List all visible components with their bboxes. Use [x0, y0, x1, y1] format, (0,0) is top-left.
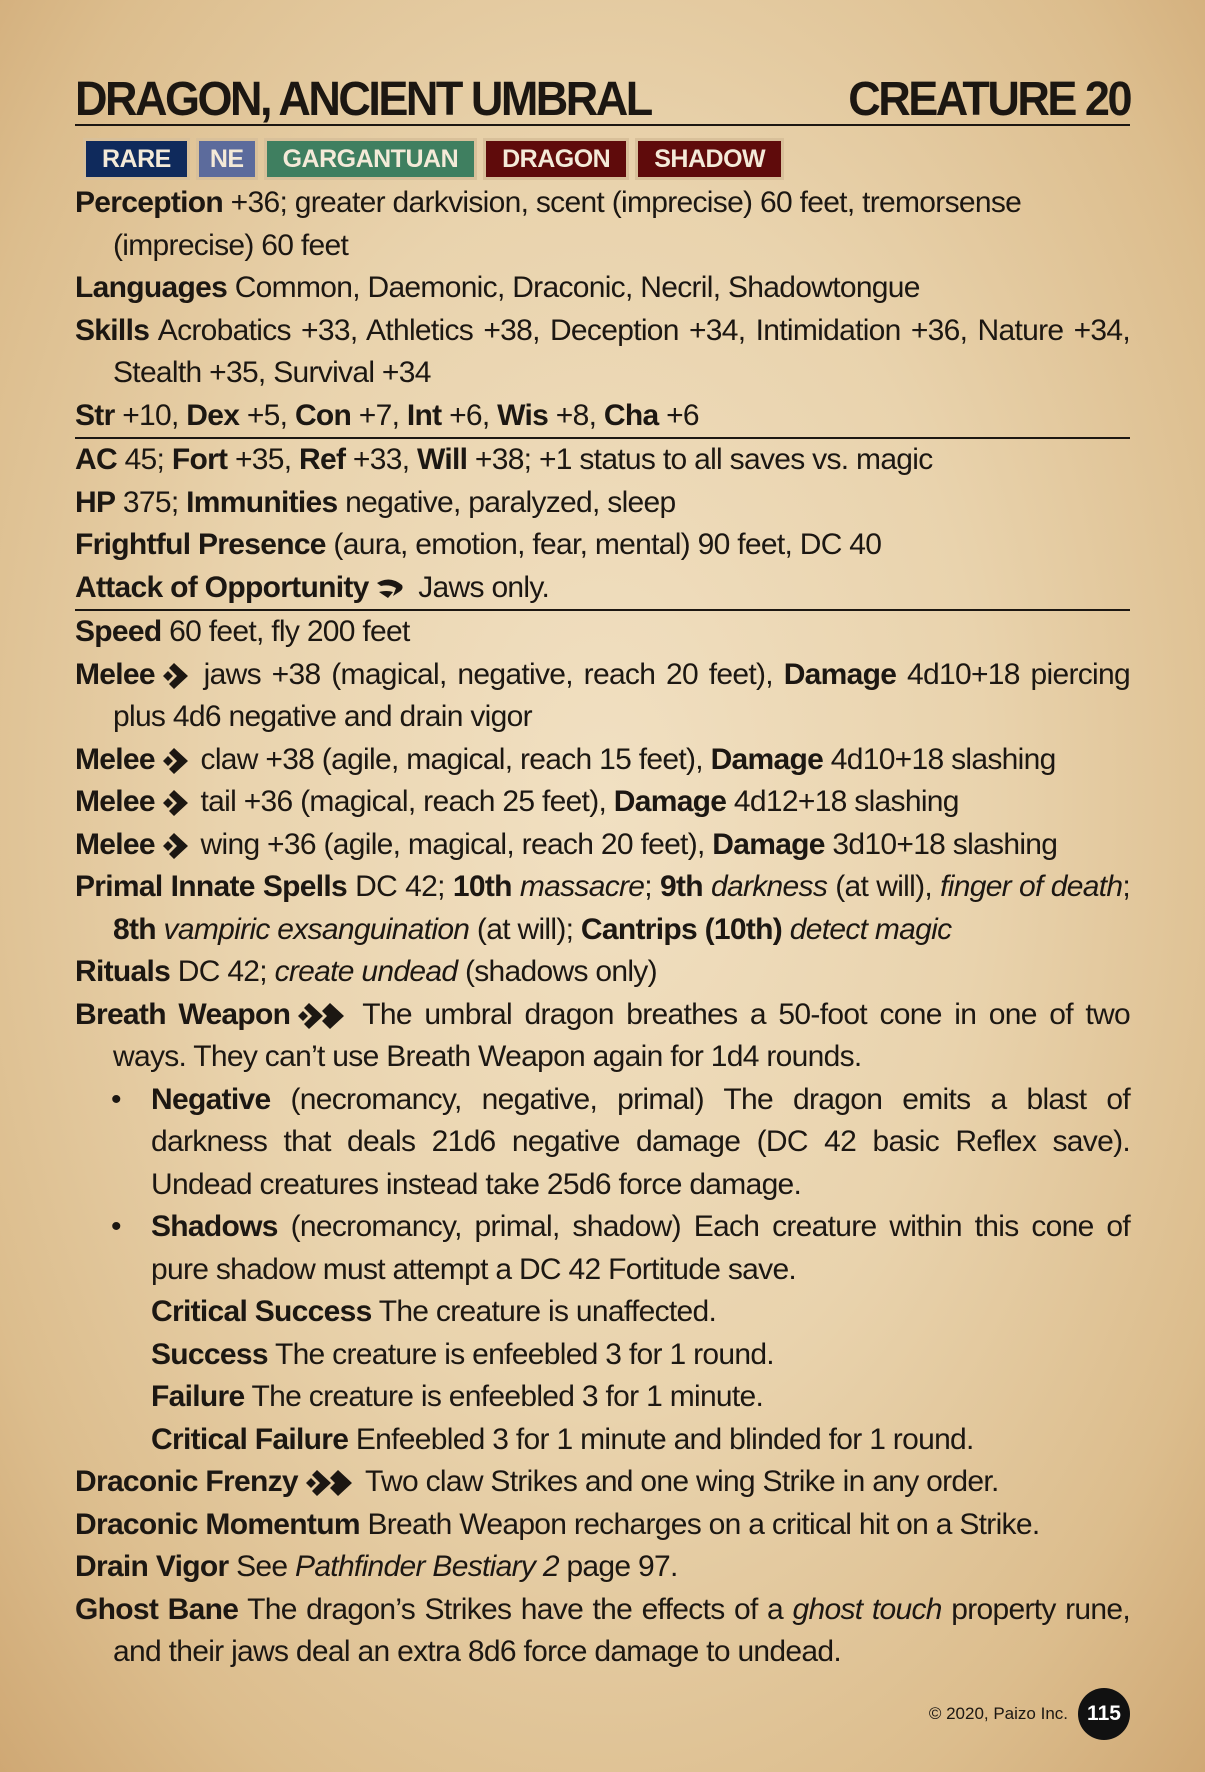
dex-label: Dex [186, 398, 240, 432]
will-label: Will [416, 443, 468, 476]
drain-vigor-line [75, 1546, 1130, 1589]
innate-spells-line [75, 866, 1130, 951]
outcome-critical-failure [75, 1419, 1130, 1462]
spell-darkness: darkness [711, 870, 828, 903]
outcome-label: Failure [151, 1380, 245, 1413]
draconic-momentum-line [75, 1504, 1130, 1547]
melee-jaws-line [75, 654, 1130, 739]
rune-ghost-touch: ghost touch [792, 1592, 942, 1626]
ritual-create-undead: create undead [274, 955, 458, 988]
single-action-icon [159, 662, 189, 690]
spell-detect-magic: detect magic [789, 912, 952, 946]
int-value: +6, [441, 398, 498, 432]
hp-line [75, 482, 1130, 525]
cha-value: +6 [658, 398, 699, 432]
languages-label: Languages [75, 271, 228, 304]
melee-label: Melee [75, 785, 155, 818]
speed-label: Speed [75, 615, 162, 648]
saves-line [75, 437, 1130, 482]
two-action-icon [294, 1002, 346, 1030]
damage-label: Damage [712, 827, 825, 861]
separator: ; [1122, 870, 1130, 903]
stat-block [75, 70, 1130, 1674]
ghost-bane-line [75, 1589, 1130, 1674]
draconic-frenzy-line [75, 1461, 1130, 1504]
separator: ; [644, 870, 660, 903]
negative-text: (necromancy, negative, primal) The dragon emits a blast of darkness that deals 21d6 negative damage (DC 42 basic Reflex save). Undead creatures instead take 25d6 force damage. [151, 1082, 1130, 1201]
outcome-text: The creature is unaffected. [371, 1295, 717, 1328]
ghost-bane-pre: The dragon’s Strikes have the effects of a [238, 1592, 793, 1626]
ref-value: +33, [345, 443, 417, 476]
skills-line [75, 310, 1130, 395]
spell-note: (at will); [469, 912, 581, 946]
melee-attack: tail +36 (magical, reach 25 feet), [192, 785, 614, 818]
outcome-label: Critical Failure [151, 1422, 349, 1456]
spell-note: (at will), [827, 870, 941, 903]
melee-damage: 4d10+18 slashing [823, 742, 1056, 776]
rank-8-label: 8th [113, 912, 156, 946]
damage-label: Damage [613, 785, 727, 818]
wis-value: +8, [548, 398, 604, 432]
frightful-presence-label: Frightful Presence [75, 528, 326, 561]
speed-text: 60 feet, fly 200 feet [161, 615, 410, 648]
two-action-icon [302, 1469, 354, 1497]
single-action-icon [159, 789, 189, 817]
rituals-line [75, 951, 1130, 994]
drain-vigor-pre: See [228, 1550, 296, 1583]
hp-label: HP [75, 485, 116, 519]
int-label: Int [406, 398, 442, 432]
outcome-text: The creature is enfeebled 3 for 1 round. [267, 1337, 774, 1371]
draconic-momentum-label: Draconic Momentum [75, 1507, 360, 1541]
fort-value: +35, [227, 443, 300, 476]
cha-label: Cha [603, 398, 659, 432]
str-label: Str [75, 398, 115, 432]
languages-line [75, 267, 1130, 310]
breath-weapon-label: Breath Weapon [75, 997, 291, 1031]
perception-label: Perception [75, 186, 224, 219]
melee-damage: 4d12+18 slashing [726, 785, 959, 818]
dex-value: +5, [239, 398, 295, 432]
frightful-presence-text: (aura, emotion, fear, mental) 90 feet, DC 40 [325, 528, 882, 561]
breath-negative-line [75, 1079, 1130, 1207]
melee-label: Melee [75, 742, 155, 776]
aoo-text: Jaws only. [410, 570, 550, 604]
ref-label: Ref [299, 443, 346, 476]
outcome-failure [75, 1376, 1130, 1419]
damage-label: Damage [710, 742, 824, 776]
aoo-label: Attack of Opportunity [75, 570, 369, 604]
immunities-text: negative, paralyzed, sleep [337, 485, 676, 519]
trait-alignment: NE [196, 138, 258, 180]
outcome-critical-success [75, 1291, 1130, 1334]
outcome-label: Success [151, 1337, 268, 1371]
melee-tail-line [75, 781, 1130, 824]
creature-name: DRAGON, ANCIENT UMBRAL [75, 70, 651, 126]
fort-label: Fort [171, 443, 228, 476]
rank-9-label: 9th [660, 870, 703, 903]
cantrips-label: Cantrips (10th) [580, 912, 783, 946]
page-footer [929, 1688, 1130, 1740]
draconic-momentum-text: Breath Weapon recharges on a critical hit on a Strike. [359, 1507, 1040, 1541]
breath-weapon-line [75, 994, 1130, 1079]
single-action-icon [159, 747, 189, 775]
outcome-text: The creature is enfeebled 3 for 1 minute. [244, 1380, 764, 1413]
immunities-label: Immunities [186, 485, 338, 519]
perception-text: +36; greater darkvision, scent (imprecise) 60 feet, tremorsense (imprecise) 60 feet [113, 186, 1022, 262]
con-value: +7, [351, 398, 407, 432]
wis-label: Wis [497, 398, 549, 432]
ac-value: 45; [116, 443, 172, 476]
melee-label: Melee [75, 827, 155, 861]
rituals-label: Rituals [75, 955, 171, 988]
trait-list [83, 138, 1130, 180]
creature-level: CREATURE 20 [848, 70, 1130, 126]
trait-size: GARGANTUAN [264, 138, 478, 180]
ghost-bane-post: property rune, and their jaws deal an extra 8d6 force damage to undead. [113, 1592, 1131, 1668]
reaction-icon [373, 577, 407, 601]
languages-text: Common, Daemonic, Draconic, Necril, Shadowtongue [227, 271, 920, 304]
stat-block-header [75, 70, 1130, 126]
shadows-label: Shadows [151, 1210, 278, 1243]
breath-weapon-text: The umbral dragon breathes a 50-foot cone in one of two ways. They can’t use Breath Weapon again for 1d4 rounds. [113, 997, 1130, 1073]
draconic-frenzy-label: Draconic Frenzy [75, 1465, 298, 1498]
melee-attack: claw +38 (agile, magical, reach 15 feet), [192, 742, 711, 776]
melee-attack: wing +36 (agile, magical, reach 20 feet), [192, 827, 713, 861]
drain-vigor-post: page 97. [558, 1550, 678, 1583]
melee-label: Melee [75, 657, 155, 691]
melee-damage: 3d10+18 slashing [824, 827, 1058, 861]
book-reference: Pathfinder Bestiary 2 [295, 1550, 559, 1583]
outcome-label: Critical Success [151, 1295, 372, 1328]
ac-label: AC [75, 443, 117, 476]
trait-rarity: RARE [83, 138, 190, 180]
ritual-note: (shadows only) [457, 955, 657, 988]
melee-wing-line [75, 824, 1130, 867]
rank-10-label: 10th [452, 870, 512, 903]
bullet: • [111, 1082, 121, 1116]
breath-shadows-line [75, 1206, 1130, 1291]
outcome-success [75, 1334, 1130, 1377]
speed-line [75, 609, 1130, 654]
bullet: • [111, 1210, 121, 1243]
damage-label: Damage [783, 657, 897, 691]
shadows-text: (necromancy, primal, shadow) Each creature within this cone of pure shadow must attempt a DC 42 Fortitude save. [151, 1210, 1130, 1286]
melee-attack: jaws +38 (magical, negative, reach 20 feet), [192, 657, 784, 691]
single-action-icon [159, 832, 189, 860]
trait-shadow: SHADOW [635, 138, 784, 180]
ability-scores-line [75, 395, 1130, 438]
perception-line [75, 182, 1130, 267]
will-value: +38; +1 status to all saves vs. magic [467, 443, 933, 476]
ghost-bane-label: Ghost Bane [75, 1592, 239, 1626]
str-value: +10, [114, 398, 187, 432]
hp-value: 375; [115, 485, 187, 519]
rituals-dc: DC 42; [170, 955, 275, 988]
melee-damage: 4d10+18 piercing plus 4d6 negative and drain vigor [113, 657, 1130, 733]
page-number: 115 [1078, 1688, 1130, 1740]
spells-dc: DC 42; [347, 870, 453, 903]
frightful-presence-line [75, 524, 1130, 567]
spells-label: Primal Innate Spells [75, 870, 348, 903]
skills-label: Skills [75, 313, 150, 347]
con-label: Con [294, 398, 352, 432]
spell-vampiric-exsanguination: vampiric exsanguination [163, 912, 470, 946]
trait-dragon: DRAGON [483, 138, 629, 180]
negative-label: Negative [151, 1082, 271, 1116]
melee-claw-line [75, 739, 1130, 782]
drain-vigor-label: Drain Vigor [75, 1550, 229, 1583]
spell-finger-of-death: finger of death [940, 870, 1123, 903]
skills-text: Acrobatics +33, Athletics +38, Deception +34, Intimidation +36, Nature +34, Stealth +35, Survival +34 [113, 313, 1130, 389]
outcome-text: Enfeebled 3 for 1 minute and blinded for 1 round. [348, 1422, 974, 1456]
draconic-frenzy-text: Two claw Strikes and one wing Strike in any order. [357, 1465, 999, 1498]
spell-massacre: massacre [519, 870, 645, 903]
copyright: © 2020, Paizo Inc. [928, 1704, 1068, 1723]
attack-of-opportunity-line [75, 567, 1130, 610]
